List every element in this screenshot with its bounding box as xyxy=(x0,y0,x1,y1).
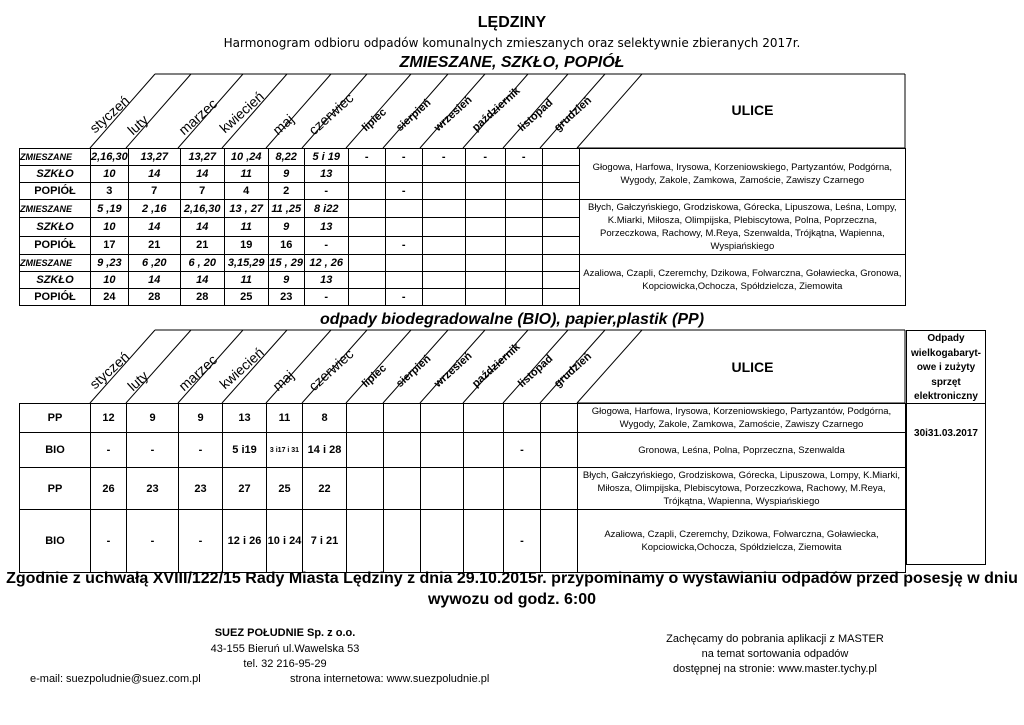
month-label: luty xyxy=(124,367,152,394)
table-cell xyxy=(422,200,465,218)
table-cell xyxy=(384,510,421,573)
table-cell: 11 ,25 xyxy=(268,200,304,218)
row-label: BIO xyxy=(20,433,91,468)
table-cell: - xyxy=(179,433,223,468)
table-cell xyxy=(542,236,579,254)
month-label: maj xyxy=(269,367,297,394)
table-cell xyxy=(505,272,542,289)
table-cell: 14 xyxy=(180,166,224,183)
month-label: styczeń xyxy=(86,92,133,136)
table-cell xyxy=(464,468,504,510)
table-cell xyxy=(464,510,504,573)
street-list: Gronowa, Leśna, Polna, Poprzeczna, Szenwalda xyxy=(578,433,906,468)
table-cell xyxy=(422,218,465,236)
table-cell xyxy=(542,272,579,289)
table-cell: 16 xyxy=(268,236,304,254)
table-cell xyxy=(348,289,385,306)
table-cell xyxy=(505,289,542,306)
table-cell xyxy=(505,183,542,200)
table-cell: - xyxy=(504,433,541,468)
table-cell xyxy=(348,183,385,200)
table-cell: 9 xyxy=(127,404,179,433)
table-cell: 9 xyxy=(268,218,304,236)
month-label: sierpień xyxy=(393,96,434,134)
table-cell: - xyxy=(385,149,422,166)
table-cell xyxy=(542,149,579,166)
table-cell: 13 xyxy=(304,272,348,289)
table-cell xyxy=(421,404,464,433)
table-cell: 13 xyxy=(304,166,348,183)
table-cell xyxy=(384,433,421,468)
table-row xyxy=(20,468,906,510)
table-cell: - xyxy=(385,183,422,200)
table-cell xyxy=(422,236,465,254)
table-cell: - xyxy=(179,510,223,573)
month-label: styczeń xyxy=(86,348,133,392)
table-cell: - xyxy=(304,236,348,254)
table-cell: 2 ,16 xyxy=(128,200,180,218)
table-cell: 4 xyxy=(224,183,268,200)
table-cell xyxy=(385,166,422,183)
table-cell: 21 xyxy=(128,236,180,254)
schedule-table-mixed xyxy=(19,148,906,306)
month-label: czerwiec xyxy=(305,89,357,138)
row-label: POPIÓŁ xyxy=(20,183,91,200)
table-cell: 9 ,23 xyxy=(91,255,129,272)
table-cell: 11 xyxy=(224,218,268,236)
table-cell xyxy=(505,218,542,236)
table-cell: 13 , 27 xyxy=(224,200,268,218)
table-cell: 25 xyxy=(267,468,303,510)
table-cell xyxy=(465,183,505,200)
month-label: lipiec xyxy=(359,106,389,134)
month-label: czerwiec xyxy=(305,345,357,394)
month-label: październik xyxy=(469,84,523,134)
table-cell xyxy=(505,200,542,218)
table-cell xyxy=(348,200,385,218)
table-cell: 14 xyxy=(128,272,180,289)
table-cell: 12 i 26 xyxy=(223,510,267,573)
table-cell: 21 xyxy=(180,236,224,254)
company-website: strona internetowa: www.suezpoludnie.pl xyxy=(290,673,490,685)
table-cell: 14 xyxy=(128,218,180,236)
month-label: grudzień xyxy=(551,350,595,390)
table-cell: 14 xyxy=(128,166,180,183)
promo-line: na temat sortowania odpadów xyxy=(701,648,849,660)
table-cell: 3,15,29 xyxy=(224,255,268,272)
street-list: Azaliowa, Czapli, Czeremchy, Dzikowa, Folwarczna, Goławiecka, Kopciowicka,Ochocza, Spółdzielcza, Ziemowita xyxy=(578,510,906,573)
table-cell xyxy=(465,289,505,306)
table-cell: 25 xyxy=(224,289,268,306)
table-cell: 5 i19 xyxy=(223,433,267,468)
table-cell xyxy=(464,404,504,433)
row-label: POPIÓŁ xyxy=(20,236,91,254)
month-label: marzec xyxy=(175,95,221,138)
table-cell: - xyxy=(91,510,127,573)
table-cell: 24 xyxy=(91,289,129,306)
table-cell xyxy=(385,272,422,289)
table-cell: 14 i 28 xyxy=(303,433,347,468)
schedule-table-bio xyxy=(19,403,906,573)
table-row xyxy=(20,433,906,468)
table-cell xyxy=(465,272,505,289)
table-cell: 28 xyxy=(128,289,180,306)
table-cell xyxy=(464,433,504,468)
row-label: SZKŁO xyxy=(20,272,91,289)
table-cell: 7 xyxy=(180,183,224,200)
table-cell: 22 xyxy=(303,468,347,510)
month-label: kwiecień xyxy=(216,344,267,392)
table-cell: - xyxy=(422,149,465,166)
table-cell: 2,16,30 xyxy=(180,200,224,218)
page-title: LĘDZINY xyxy=(477,14,547,31)
street-list: Błych, Gałczyńskiego, Grodziskowa, Górecka, Lipuszowa, Lompy, K.Miarki, Miłosza, Olimpijska, Plebiscytowa, Porzeczkowa, Rachowy, M.Reya, Trójkątna, Wapienna, Wyspiańskiego xyxy=(578,468,906,510)
table-cell xyxy=(542,183,579,200)
table-cell xyxy=(541,510,578,573)
street-list: Błych, Gałczyńskiego, Grodziskowa, Górecka, Lipuszowa, Leśna, Lompy, K.Miarki, Miłosza, Olimpijska, Plebiscytowa, Polna, Poprzeczna, Porzeczkowa, Rachowy, M.Reya, Szenwalda, Trójkątna, Wapienna, Wyspiańskiego xyxy=(579,200,905,255)
table-cell: 6 , 20 xyxy=(180,255,224,272)
row-label: PP xyxy=(20,468,91,510)
table-cell: 6 ,20 xyxy=(128,255,180,272)
table-cell xyxy=(385,218,422,236)
table-cell: 28 xyxy=(180,289,224,306)
table-row xyxy=(20,510,906,573)
streets-header: ULICE xyxy=(731,102,774,118)
table-cell xyxy=(504,404,541,433)
table-cell xyxy=(542,166,579,183)
table-cell: 13 xyxy=(304,218,348,236)
month-label: grudzień xyxy=(551,94,595,134)
table-cell: 2,16,30 xyxy=(91,149,129,166)
table-cell: 8 i22 xyxy=(304,200,348,218)
table-cell xyxy=(465,200,505,218)
table-cell xyxy=(542,255,579,272)
table-cell xyxy=(385,255,422,272)
table-cell: 9 xyxy=(268,166,304,183)
table-cell: 13 xyxy=(223,404,267,433)
row-label: ZMIESZANE xyxy=(20,255,91,272)
promo-line: dostępnej na stronie: www.master.tychy.pl xyxy=(672,663,877,675)
table-cell: - xyxy=(504,510,541,573)
bulky-waste-header: Odpady wielkogabaryt-owe i zużyty sprzęt elektroniczny xyxy=(906,330,986,403)
table-cell xyxy=(347,468,384,510)
table-cell: 26 xyxy=(91,468,127,510)
table-cell xyxy=(348,166,385,183)
table-cell: 9 xyxy=(268,272,304,289)
table-cell: 23 xyxy=(127,468,179,510)
table-cell xyxy=(504,468,541,510)
month-label: lipiec xyxy=(359,362,389,390)
table-cell xyxy=(384,468,421,510)
table-cell xyxy=(505,255,542,272)
company-email: e-mail: suezpoludnie@suez.com.pl xyxy=(30,673,201,685)
table-cell xyxy=(347,510,384,573)
month-label: sierpień xyxy=(393,352,434,390)
row-label: SZKŁO xyxy=(20,166,91,183)
table-cell: - xyxy=(304,289,348,306)
table-cell: 3 xyxy=(91,183,129,200)
table-cell xyxy=(348,272,385,289)
promo-line: Zachęcamy do pobrania aplikacji z MASTER xyxy=(666,633,884,645)
section-title-bio: odpady biodegradowalne (BIO), papier,plastik (PP) xyxy=(319,311,705,328)
row-label: ZMIESZANE xyxy=(20,200,91,218)
table-cell: 7 i 21 xyxy=(303,510,347,573)
table-cell: - xyxy=(304,183,348,200)
table-cell: 14 xyxy=(180,272,224,289)
table-cell xyxy=(348,236,385,254)
month-label: listopad xyxy=(515,96,556,134)
table-cell: 2 xyxy=(268,183,304,200)
table-cell: 13,27 xyxy=(128,149,180,166)
company-address: 43-155 Bieruń ul.Wawelska 53 xyxy=(210,643,360,655)
table-cell: 11 xyxy=(224,166,268,183)
table-cell: 15 , 29 xyxy=(268,255,304,272)
table-cell xyxy=(385,200,422,218)
table-cell: 11 xyxy=(224,272,268,289)
table-cell: 12 , 26 xyxy=(304,255,348,272)
table-cell: - xyxy=(505,149,542,166)
table-cell: - xyxy=(348,149,385,166)
table-cell: - xyxy=(385,289,422,306)
page-subtitle: Harmonogram odbioru odpadów komunalnych zmieszanych oraz selektywnie zbieranych 2017r. xyxy=(223,36,801,50)
table-cell: 5 i 19 xyxy=(304,149,348,166)
table-cell: 23 xyxy=(268,289,304,306)
row-label: BIO xyxy=(20,510,91,573)
table-cell xyxy=(542,289,579,306)
table-cell: 10 xyxy=(91,272,129,289)
table-cell xyxy=(422,255,465,272)
street-list: Głogowa, Harfowa, Irysowa, Korzeniowskiego, Partyzantów, Podgórna, Wygody, Zakole, Zamkowa, Zamoście, Zawiszy Czarnego xyxy=(579,149,905,200)
row-label: ZMIESZANE xyxy=(20,149,91,166)
row-label: SZKŁO xyxy=(20,218,91,236)
table-cell: 27 xyxy=(223,468,267,510)
table-cell: 8,22 xyxy=(268,149,304,166)
table-cell: 9 xyxy=(179,404,223,433)
table-cell: 8 xyxy=(303,404,347,433)
table-cell xyxy=(541,404,578,433)
table-cell: 14 xyxy=(180,218,224,236)
table-cell xyxy=(541,468,578,510)
company-name: SUEZ POŁUDNIE Sp. z o.o. xyxy=(214,627,356,639)
table-cell xyxy=(505,166,542,183)
table-cell xyxy=(348,218,385,236)
table-cell xyxy=(347,404,384,433)
table-cell: 7 xyxy=(128,183,180,200)
month-label: wrzesień xyxy=(431,93,475,134)
street-list: Azaliowa, Czapli, Czeremchy, Dzikowa, Folwarczna, Goławiecka, Gronowa, Kopciowicka,Ochocza, Spółdzielcza, Ziemowita xyxy=(579,255,905,306)
street-list: Głogowa, Harfowa, Irysowa, Korzeniowskiego, Partyzantów, Podgórna, Wygody, Zakole, Zamkowa, Zamoście, Zawiszy Czarnego xyxy=(578,404,906,433)
table-cell xyxy=(542,200,579,218)
table-cell: 10 xyxy=(91,218,129,236)
bulky-waste-date: 30i31.03.2017 xyxy=(906,403,986,565)
table-cell: - xyxy=(127,510,179,573)
table-cell: 13,27 xyxy=(180,149,224,166)
row-label: PP xyxy=(20,404,91,433)
table-cell xyxy=(422,166,465,183)
table-cell xyxy=(347,433,384,468)
table-row xyxy=(20,404,906,433)
table-cell: 10 i 24 xyxy=(267,510,303,573)
month-label: listopad xyxy=(515,352,556,390)
table-cell xyxy=(422,272,465,289)
table-cell: 11 xyxy=(267,404,303,433)
table-cell xyxy=(421,510,464,573)
table-row xyxy=(20,200,906,218)
table-cell xyxy=(421,433,464,468)
month-label: luty xyxy=(124,111,152,138)
table-cell xyxy=(542,218,579,236)
month-label: kwiecień xyxy=(216,88,267,136)
table-cell: 12 xyxy=(91,404,127,433)
table-cell: 10 ,24 xyxy=(224,149,268,166)
table-cell: - xyxy=(385,236,422,254)
table-cell xyxy=(465,236,505,254)
company-phone: tel. 32 216-95-29 xyxy=(243,658,327,670)
table-cell: 17 xyxy=(91,236,129,254)
table-cell xyxy=(421,468,464,510)
table-row xyxy=(20,255,906,272)
table-cell xyxy=(541,433,578,468)
row-label: POPIÓŁ xyxy=(20,289,91,306)
table-cell: 23 xyxy=(179,468,223,510)
month-label: maj xyxy=(269,111,297,138)
table-row xyxy=(20,149,906,166)
collection-notice: Zgodnie z uchwałą XVIII/122/15 Rady Miasta Lędziny z dnia 29.10.2015r. przypominamy o wystawianiu odpadów przed posesję w dniu wywozu od godz. 6:00 xyxy=(6,570,1018,608)
table-cell: 5 ,19 xyxy=(91,200,129,218)
table-cell xyxy=(384,404,421,433)
section-title-mixed: ZMIESZANE, SZKŁO, POPIÓŁ xyxy=(399,54,625,71)
table-cell: 19 xyxy=(224,236,268,254)
table-cell xyxy=(422,289,465,306)
month-label: wrzesień xyxy=(431,349,475,390)
table-cell xyxy=(465,166,505,183)
month-label: marzec xyxy=(175,351,221,394)
table-cell xyxy=(422,183,465,200)
table-cell: - xyxy=(91,433,127,468)
table-cell: 10 xyxy=(91,166,129,183)
table-cell: 3 i17 i 31 xyxy=(267,433,303,468)
table-cell xyxy=(465,218,505,236)
table-cell: - xyxy=(127,433,179,468)
table-cell xyxy=(465,255,505,272)
streets-header: ULICE xyxy=(731,359,774,375)
table-cell xyxy=(348,255,385,272)
month-label: październik xyxy=(469,340,523,390)
table-cell xyxy=(505,236,542,254)
table-cell: - xyxy=(465,149,505,166)
